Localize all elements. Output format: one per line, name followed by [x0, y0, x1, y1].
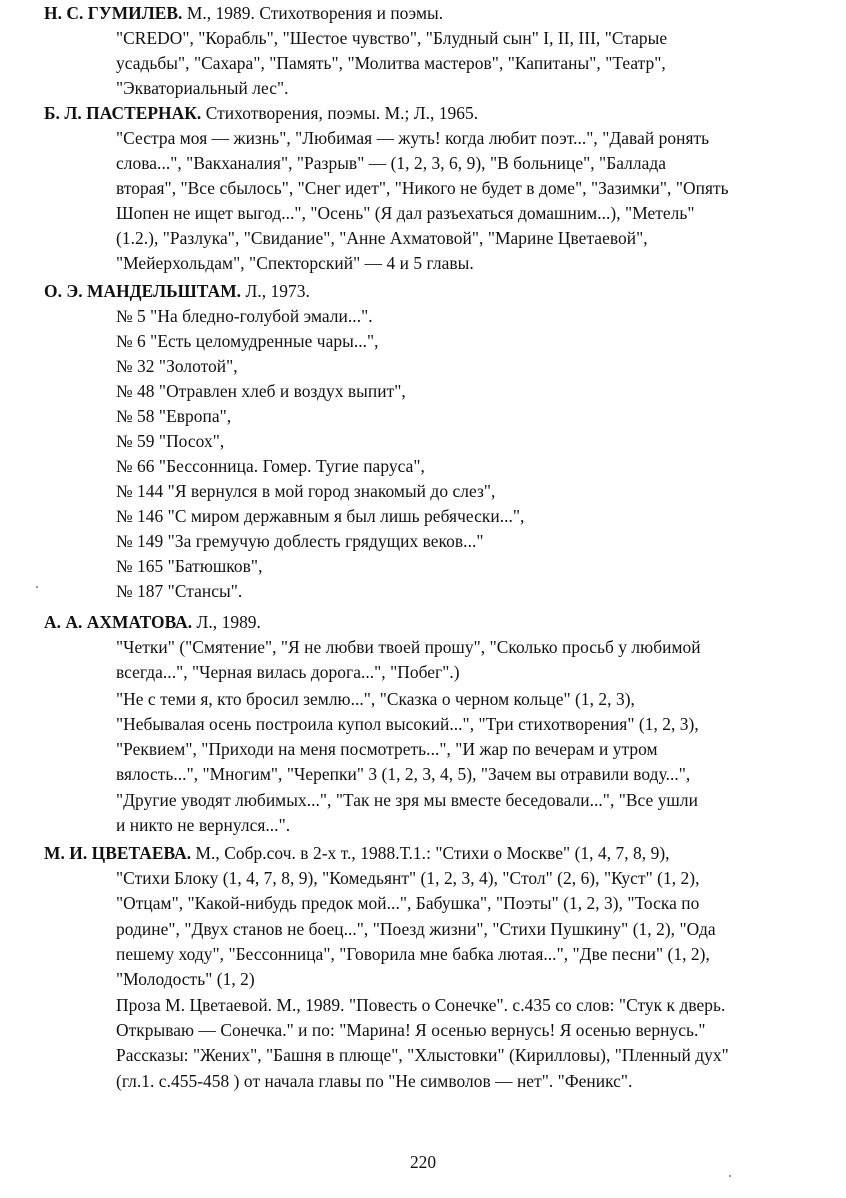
scan-speck	[729, 1175, 731, 1177]
entry-line: Открываю — Сонечка." и по: "Марина! Я осенью вернусь! Я осенью вернусь."	[116, 1020, 706, 1040]
entry-line: № 5 "На бледно-голубой эмали...".	[116, 306, 373, 326]
scan-speck	[36, 586, 38, 588]
entry-heading	[44, 100, 478, 126]
entry-line: (1.2.), "Разлука", "Свидание", "Анне Ахматовой", "Марине Цветаевой",	[116, 228, 648, 248]
entry-line: "Отцам", "Какой-нибудь предок мой...", Бабушка", "Поэты" (1, 2, 3), "Тоска по	[116, 893, 700, 913]
entry-line: № 144 "Я вернулся в мой город знакомый до слез",	[116, 481, 496, 501]
author-name: А. А. АХМАТОВА.	[44, 612, 193, 632]
author-name: О. Э. МАНДЕЛЬШТАМ.	[44, 281, 242, 301]
entry-heading	[44, 840, 670, 866]
entry-line: всегда...", "Черная вилась дорога...", "Побег".)	[116, 662, 460, 682]
entry-line: № 6 "Есть целомудренные чары...",	[116, 331, 379, 351]
entry-line: пешему ходу", "Бессонница", "Говорила мне бабка лютая...", "Две песни" (1, 2),	[116, 944, 710, 964]
entry-line: "Не с теми я, кто бросил землю...", "Сказка о черном кольце" (1, 2, 3),	[116, 689, 635, 709]
entry-line: (гл.1. с.455-458 ) от начала главы по "Не символов — нет". "Феникс".	[116, 1071, 633, 1091]
entry-line: слова...", "Вакханалия", "Разрыв" — (1, 2, 3, 6, 9), "В больнице", "Баллада	[116, 153, 667, 173]
entry-line: и никто не вернулся...".	[116, 815, 291, 835]
entry-line: родине", "Двух станов не боец...", "Поезд жизни", "Стихи Пушкину" (1, 2), "Ода	[116, 919, 716, 939]
entry-line: № 149 "За гремучую доблесть грядущих веков..."	[116, 531, 484, 551]
entry-line: № 32 "Золотой",	[116, 356, 238, 376]
source-info: М., Собр.соч. в 2-х т., 1988.Т.1.: "Стихи о Москве" (1, 4, 7, 8, 9),	[191, 843, 670, 863]
entry-line: усадьбы", "Сахара", "Память", "Молитва мастеров", "Капитаны", "Театр",	[116, 53, 666, 73]
source-info: Стихотворения, поэмы. М.; Л., 1965.	[201, 103, 479, 123]
entry-line: № 58 "Европа",	[116, 406, 232, 426]
entry-line: № 187 "Стансы".	[116, 581, 243, 601]
entry-heading	[44, 0, 443, 26]
entry-line: Шопен не ищет выгод...", "Осень" (Я дал разъехаться домашним...), "Метель"	[116, 203, 695, 223]
entry-line: "Экваториальный лес".	[116, 78, 289, 98]
entry-line: Рассказы: "Жених", "Башня в плюще", "Хлыстовки" (Кирилловы), "Пленный дух"	[116, 1045, 729, 1065]
entry-line: вторая", "Все сбылось", "Снег идет", "Никого не будет в доме", "Зазимки", "Опять	[116, 178, 729, 198]
entry-line: № 146 "С миром державным я был лишь ребячески...",	[116, 506, 525, 526]
entry-line: "Другие уводят любимых...", "Так не зря мы вместе беседовали...", "Все ушли	[116, 790, 698, 810]
entry-heading	[44, 278, 310, 304]
entry-line: вялость...", "Многим", "Черепки" 3 (1, 2, 3, 4, 5), "Зачем вы отравили воду...",	[116, 764, 691, 784]
entry-line: № 48 "Отравлен хлеб и воздух выпит",	[116, 381, 406, 401]
entry-line: "Стихи Блоку (1, 4, 7, 8, 9), "Комедьянт" (1, 2, 3, 4), "Стол" (2, 6), "Куст" (1, 2),	[116, 868, 700, 888]
entry-line: № 59 "Посох",	[116, 431, 225, 451]
entry-line: № 66 "Бессонница. Гомер. Тугие паруса",	[116, 456, 425, 476]
entry-line: "Молодость" (1, 2)	[116, 969, 255, 989]
entry-heading	[44, 609, 261, 635]
author-name: Н. С. ГУМИЛЕВ.	[44, 3, 183, 23]
author-name: М. И. ЦВЕТАЕВА.	[44, 843, 192, 863]
entry-line: "Четки" ("Смятение", "Я не любви твоей прошу", "Сколько просьб у любимой	[116, 637, 701, 657]
entry-line: "Сестра моя — жизнь", "Любимая — жуть! когда любит поэт...", "Давай ронять	[116, 128, 710, 148]
entry-line: Проза М. Цветаевой. М., 1989. "Повесть о Сонечке". с.435 со слов: "Стук к дверь.	[116, 995, 726, 1015]
entry-line: "Небывалая осень построила купол высокий...", "Три стихотворения" (1, 2, 3),	[116, 714, 699, 734]
entry-line: "CREDO", "Корабль", "Шестое чувство", "Блудный сын" I, II, III, "Старые	[116, 28, 668, 48]
source-info: Л., 1973.	[241, 281, 310, 301]
page-number: 220	[409, 1152, 437, 1172]
entry-line: № 165 "Батюшков",	[116, 556, 263, 576]
entry-line: "Реквием", "Приходи на меня посмотреть...", "И жар по вечерам и утром	[116, 739, 658, 759]
source-info: Л., 1989.	[192, 612, 261, 632]
entry-line: "Мейерхольдам", "Спекторский" — 4 и 5 главы.	[116, 253, 474, 273]
author-name: Б. Л. ПАСТЕРНАК.	[44, 103, 202, 123]
source-info: М., 1989. Стихотворения и поэмы.	[182, 3, 444, 23]
